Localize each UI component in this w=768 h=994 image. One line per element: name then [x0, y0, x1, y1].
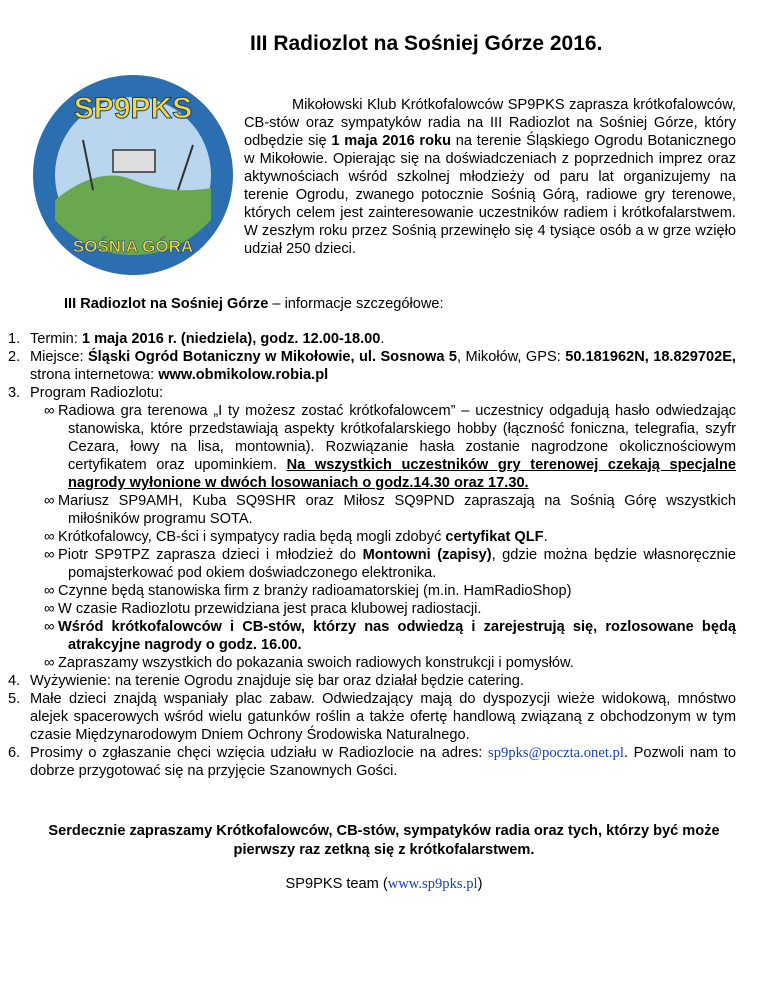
logo-radio-icon: [113, 150, 155, 172]
page-title: III Radiozlot na Sośniej Górze 2016.: [250, 32, 603, 55]
intro-paragraph: Mikołowski Klub Krótkofalowców SP9PKS zaprasza krótkofalowców, CB-stów oraz sympatyków radia na III Radiozlot na Sośniej Górze, który odbędzie się 1 maja 2016 roku na terenie Śląskiego Ogrodu Botanicznego w Mikołowie. Opierając się na doświadczeniach z poprzednich imprez oraz aktywnościach wśród szkolnej młodzieży od paru lat organizujemy na terenie Ogrodu, zwanego potocznie Sośnią Górą, radiowe gry terenowe, których celem jest zainteresowanie uczestników radiem i krótkofalarstwem. W zeszłym roku przez Sośnią przewinęło się 4 tysiące osób a w grze wzięło udział 250 dzieci.: [244, 97, 736, 257]
list-item-registration: 6. Prosimy o zgłaszanie chęci wzięcia udziału w Radiozlocie na adres: sp9pks@poczta.onet.pl. Pozwoli nam to dobrze przygotować się na przyjęcie Szanownych Gości.: [8, 745, 736, 779]
list-item-attractions: 5. Małe dzieci znajdą wspaniały plac zabaw. Odwiedzający mają do dyspozycji wieże widokową, mnóstwo alejek spacerowych wśród wielu gatunków roślin a także ofertę handlową związaną z obchodzonym w tym czasie Międzynarodowym Dniem Ochrony Środowiska Naturalnego.: [8, 691, 736, 743]
program-sublist: [30, 402, 736, 672]
club-logo: [28, 70, 238, 280]
club-website-link[interactable]: www.sp9pks.pl: [387, 876, 478, 892]
program-item: ∞ Krótkofalowcy, CB-ści i sympatycy radia będą mogli zdobyć certyfikat QLF.: [44, 529, 548, 545]
intro-date: 1 maja 2016 roku: [331, 133, 452, 149]
website-link[interactable]: www.obmikolow.robia.pl: [158, 367, 329, 383]
email-link[interactable]: sp9pks@poczta.onet.pl: [488, 745, 624, 761]
program-item: ∞ Zapraszamy wszystkich do pokazania swoich radiowych konstrukcji i pomysłów.: [44, 655, 574, 671]
program-item: ∞ W czasie Radiozlotu przewidziana jest praca klubowej radiostacji.: [44, 601, 482, 617]
list-item-program: 3. Program Radiozlotu: ∞ Radiowa gra terenowa „I ty możesz zostać krótkofalowcem” – uczestnicy odgadują hasło odwiedzając stanowiska, które przedstawiają aspekty krótkofalarskiego hobby (łączność foniczna, telegrafia, szyfr Cezara, łowy na lisa, montownia). Rozwiązanie hasła zostanie nagrodzone okolicznościowym certyfikatem oraz upominkiem. Na wszystkich uczestników gry terenowej czekają specjalne nagrody wyłonione w dwóch losowaniach o godz.14.30 oraz 17.30. ∞ Mariusz SP9AMH, Kuba SQ9SHR oraz Miłosz SQ9PND zapraszają na Sośnią Górę wszystkich miłośników programu SOTA. ∞ Krótkofalowcy, CB-ści i sympatycy radia będą mogli zdobyć certyfikat QLF. ∞ Piotr SP9TPZ zaprasza dzieci i młodzież do Montowni (zapisy), gdzie można będzie własnoręcznie pomajsterkować pod okiem doświadczonego elektronika. ∞ Czynne będą stanowiska firm z branży radioamatorskiej (m.in. HamRadioShop) ∞ W czasie Radiozlotu przewidziana jest praca klubowej radiostacji. ∞ Wśród krótkofalowców i CB-stów, którzy nas odwiedzą i zarejestrują się, rozlosowane będą atrakcyjne nagrody o godz. 16.00. ∞ Zapraszamy wszystkich do pokazania swoich radiowych konstrukcji i pomysłów.: [8, 385, 736, 671]
program-item: ∞ Piotr SP9TPZ zaprasza dzieci i młodzież do Montowni (zapisy), gdzie można będzie własnoręcznie pomajsterkować pod okiem doświadczonego elektronika.: [44, 547, 736, 581]
program-item: ∞ Mariusz SP9AMH, Kuba SQ9SHR oraz Miłosz SQ9PND zapraszają na Sośnią Górę wszystkich miłośników programu SOTA.: [44, 493, 736, 527]
list-item-food: 4. Wyżywienie: na terenie Ogrodu znajduje się bar oraz działał będzie catering.: [8, 673, 524, 689]
program-item: ∞ Wśród krótkofalowców i CB-stów, którzy nas odwiedzą i zarejestrują się, rozlosowane będą atrakcyjne nagrody o godz. 16.00.: [44, 619, 736, 653]
signature: SP9PKS team (www.sp9pks.pl): [285, 876, 483, 892]
closing-invitation: Serdecznie zapraszamy Krótkofalowców, CB-stów, sympatyków radia oraz tych, którzy być może pierwszy raz zetkną się z krótkofalarstwem.: [48, 823, 720, 858]
program-item: ∞ Czynne będą stanowiska firm z branży radioamatorskiej (m.in. HamRadioShop): [44, 583, 572, 599]
details-heading: III Radiozlot na Sośniej Górze – informacje szczegółowe:: [64, 296, 444, 312]
program-item: ∞ Radiowa gra terenowa „I ty możesz zostać krótkofalowcem” – uczestnicy odgadują hasło odwiedzając stanowiska, które przedstawiają aspekty krótkofalarskiego hobby (łączność foniczna, telegrafia, szyfr Cezara, łowy na lisa, montownia). Rozwiązanie hasła zostanie nagrodzone okolicznościowym certyfikatem oraz upominkiem. Na wszystkich uczestników gry terenowej czekają specjalne nagrody wyłonione w dwóch losowaniach o godz.14.30 oraz 17.30.: [44, 403, 736, 491]
list-item-date: 1. Termin: 1 maja 2016 r. (niedziela), godz. 12.00-18.00.: [8, 331, 385, 347]
logo-bottom-text: SOŚNIA GÓRA: [72, 237, 194, 256]
logo-top-text: SP9PKS: [73, 92, 193, 125]
list-item-location: 2. Miejsce: Śląski Ogród Botaniczny w Mikołowie, ul. Sosnowa 5, Mikołów, GPS: 50.181962N, 18.829702E, strona internetowa: www.obmikolow.robia.pl: [8, 349, 736, 383]
details-list: [8, 330, 736, 780]
